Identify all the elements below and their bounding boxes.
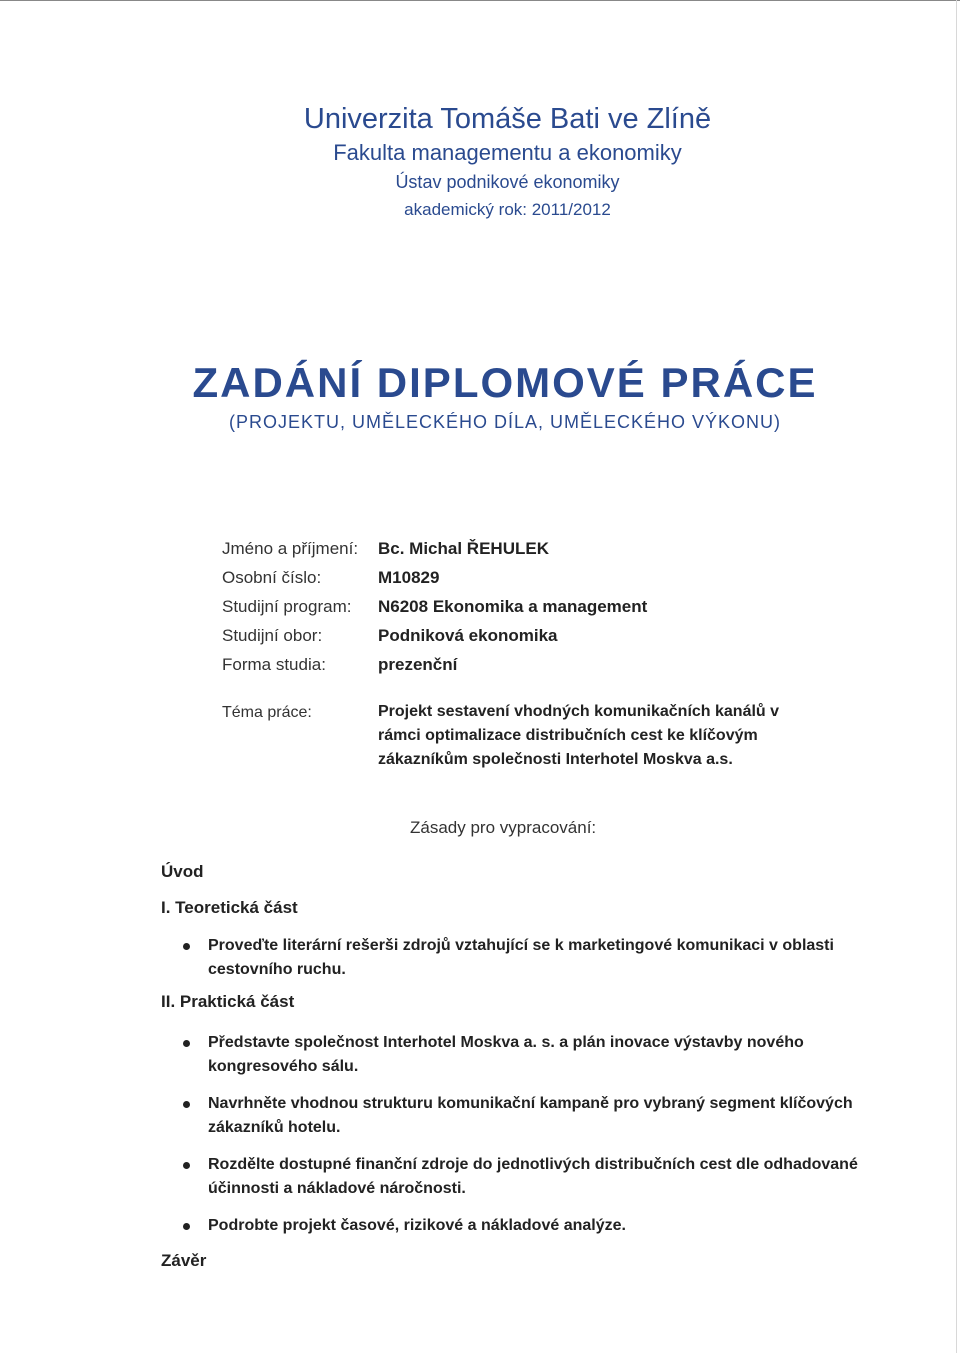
list-item [180,1153,870,1201]
info-row-id [222,565,647,594]
document-header [0,100,960,224]
info-label: Jméno a příjmení: [222,539,359,558]
academic-year: akademický rok: 2011/2012 [404,200,611,219]
info-value: M10829 [378,568,440,587]
info-label: Forma studia: [222,655,326,674]
info-row-program [222,594,647,623]
topic-value: Projekt sestavení vhodných komunikačních kanálů v rámci optimalizace distribučních cest ke klíčovým zákazníkům společnosti Interhotel Moskva a.s. [378,703,780,768]
list-item-text: Rozdělte dostupné finanční zdroje do jednotlivých distribučních cest dle odhadované účinnosti a nákladové náročnosti. [208,1156,858,1197]
info-value: N6208 Ekonomika a management [378,597,648,616]
bullet-icon [183,943,190,950]
theory-list [180,934,870,982]
info-value: prezenční [378,655,458,674]
bullet-icon [183,1101,190,1108]
rules-title: Zásady pro vypracování: [410,818,597,837]
document-title: ZADÁNÍ DIPLOMOVÉ PRÁCE [192,359,818,406]
info-value: Bc. Michal ŘEHULEK [378,539,549,558]
bullet-icon [183,1040,190,1047]
university-name: Univerzita Tomáše Bati ve Zlíně [303,103,712,135]
info-row-field [222,623,647,652]
section-practical: II. Praktická část [161,992,295,1011]
bullet-icon [183,1223,190,1230]
info-value: Podniková ekonomika [378,626,558,645]
student-info [222,536,647,681]
info-label: Studijní obor: [222,626,323,645]
document-subtitle: (PROJEKTU, UMĚLECKÉHO DÍLA, UMĚLECKÉHO VÝKONU) [228,412,782,432]
list-item [180,1092,870,1140]
bullet-icon [183,1162,190,1169]
section-theory: I. Teoretická část [161,898,298,917]
info-label: Osobní číslo: [222,568,322,587]
list-item [180,1214,870,1238]
topic-label: Téma práce: [222,704,312,721]
page-top-edge [0,0,960,7]
document-title-block [0,358,960,436]
list-item-text: Podrobte projekt časové, rizikové a nákladové analýze. [208,1217,626,1234]
list-item [180,1031,870,1079]
list-item-text: Proveďte literární rešerši zdrojů vztahující se k marketingové komunikaci v oblasti cestovního ruchu. [208,937,834,978]
section-intro: Úvod [161,862,204,881]
info-label: Studijní program: [222,597,352,616]
info-row-form [222,652,647,681]
info-row-name [222,536,647,565]
practical-list [180,1031,870,1238]
section-conclusion: Závěr [161,1251,207,1270]
list-item-text: Navrhněte vhodnou strukturu komunikační kampaně pro vybraný segment klíčových zákazníků hotelu. [208,1095,853,1136]
institute-name: Ústav podnikové ekonomiky [395,172,620,192]
list-item [180,934,870,982]
list-item-text: Představte společnost Interhotel Moskva a. s. a plán inovace výstavby nového kongresového sálu. [208,1034,804,1075]
thesis-topic [222,700,798,772]
faculty-name: Fakulta managementu a ekonomiky [333,140,682,165]
